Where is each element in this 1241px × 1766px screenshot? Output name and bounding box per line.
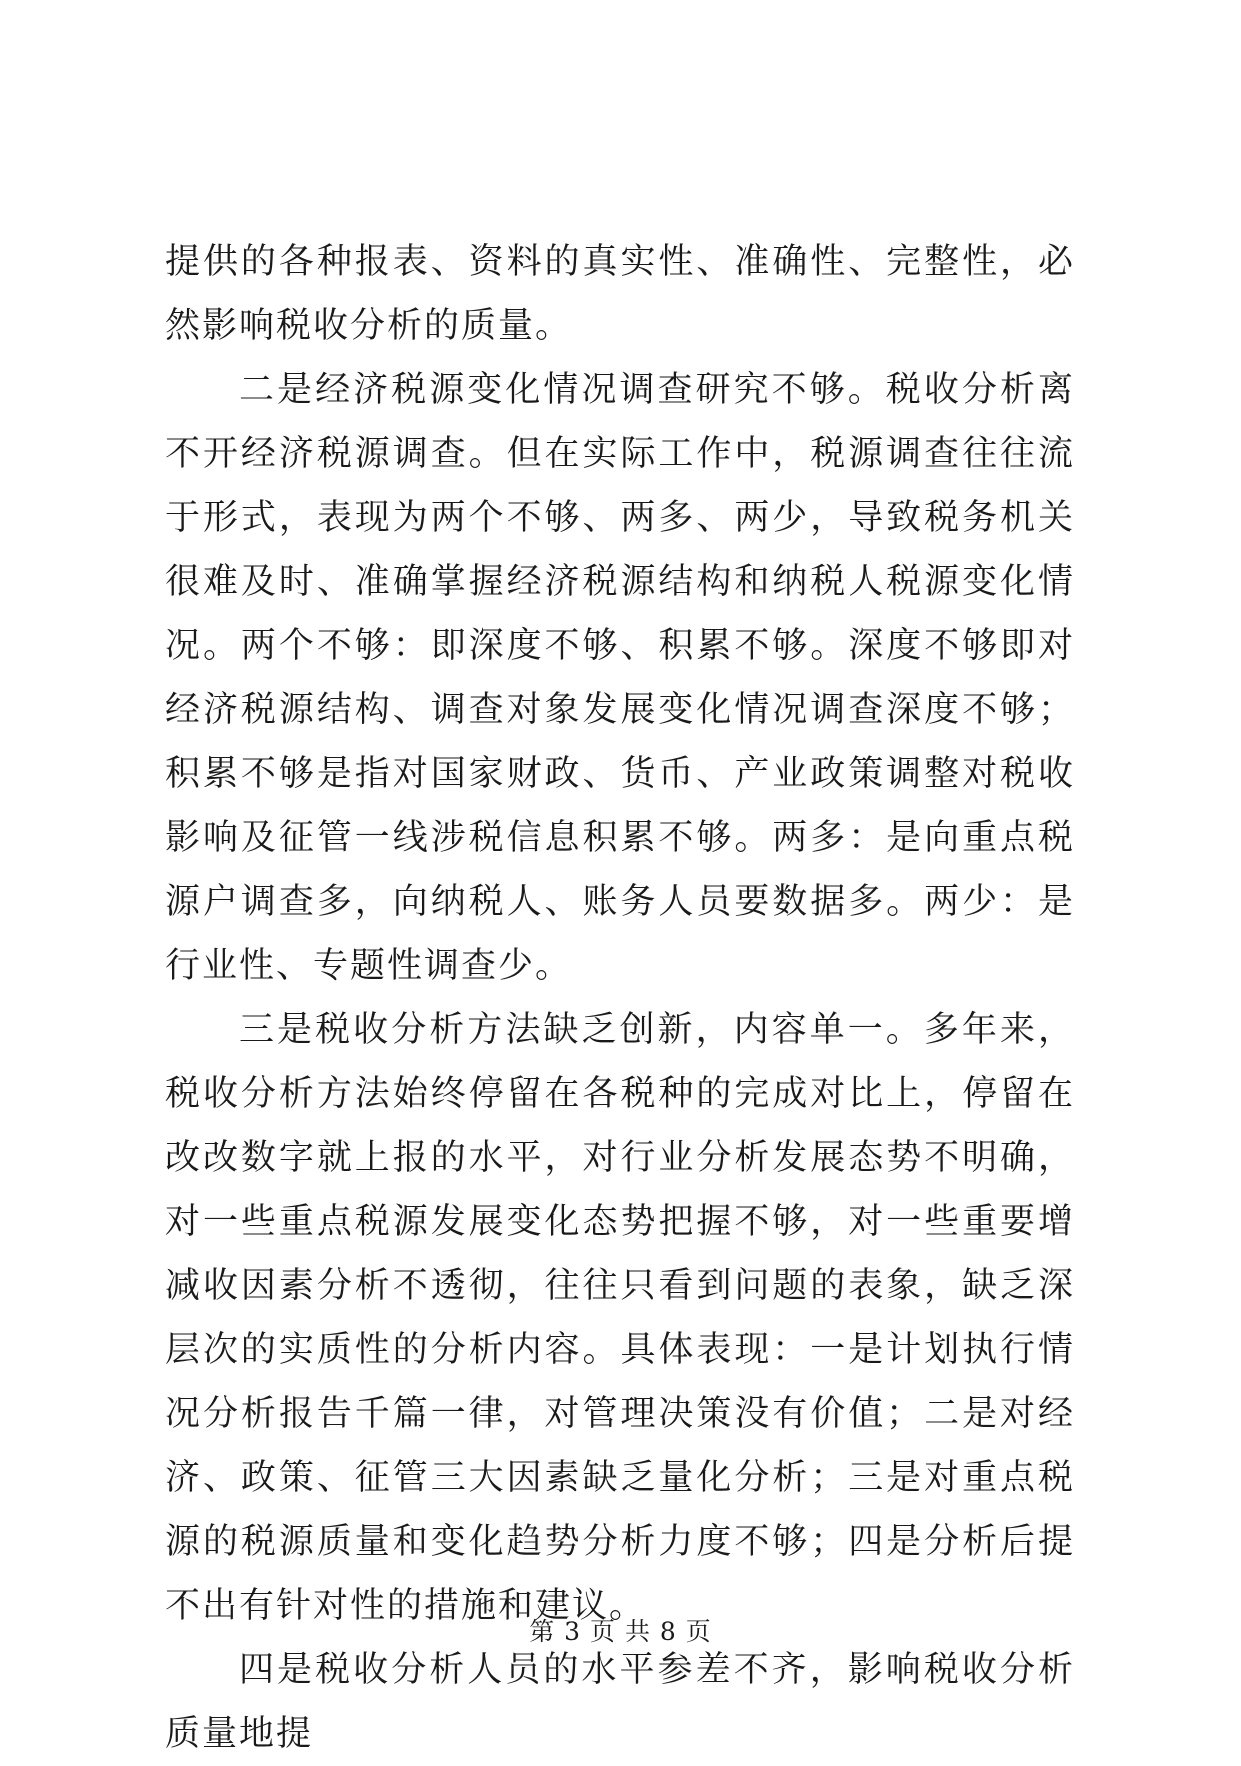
paragraph-1: 提供的各种报表、资料的真实性、准确性、完整性，必然影响税收分析的质量。 (165, 242, 1075, 346)
paragraph-2: 二是经济税源变化情况调查研究不够。税收分析离不开经济税源调查。但在实际工作中，税源调查往往流于形式，表现为两个不够、两多、两少，导致税务机关很难及时、准确掌握经济税源结构和纳税人税源变化情况。两个不够：即深度不够、积累不够。深度不够即对经济税源结构、调查对象发展变化情况调查深度不够；积累不够是指对国家财政、货币、产业政策调整对税收影响及征管一线涉税信息积累不够。两多：是向重点税源户调查多，向纳税人、账务人员要数据多。两少：是行业性、专题性调查少。 (165, 370, 1075, 986)
paragraph-3: 三是税收分析方法缺乏创新，内容单一。多年来，税收分析方法始终停留在各税种的完成对比上，停留在改改数字就上报的水平，对行业分析发展态势不明确，对一些重点税源发展变化态势把握不够，对一些重要增减收因素分析不透彻，往往只看到问题的表象，缺乏深层次的实质性的分析内容。具体表现：一是计划执行情况分析报告千篇一律，对管理决策没有价值；二是对经济、政策、征管三大因素缺乏量化分析；三是对重点税源的税源质量和变化趋势分析力度不够；四是分析后提不出有针对性的措施和建议。 (165, 1010, 1075, 1626)
document-body (165, 230, 1075, 1766)
paragraph-4: 四是税收分析人员的水平参差不齐，影响税收分析质量地提 (165, 1650, 1075, 1754)
page-number-footer: 第 3 页 共 8 页 (529, 1617, 712, 1646)
